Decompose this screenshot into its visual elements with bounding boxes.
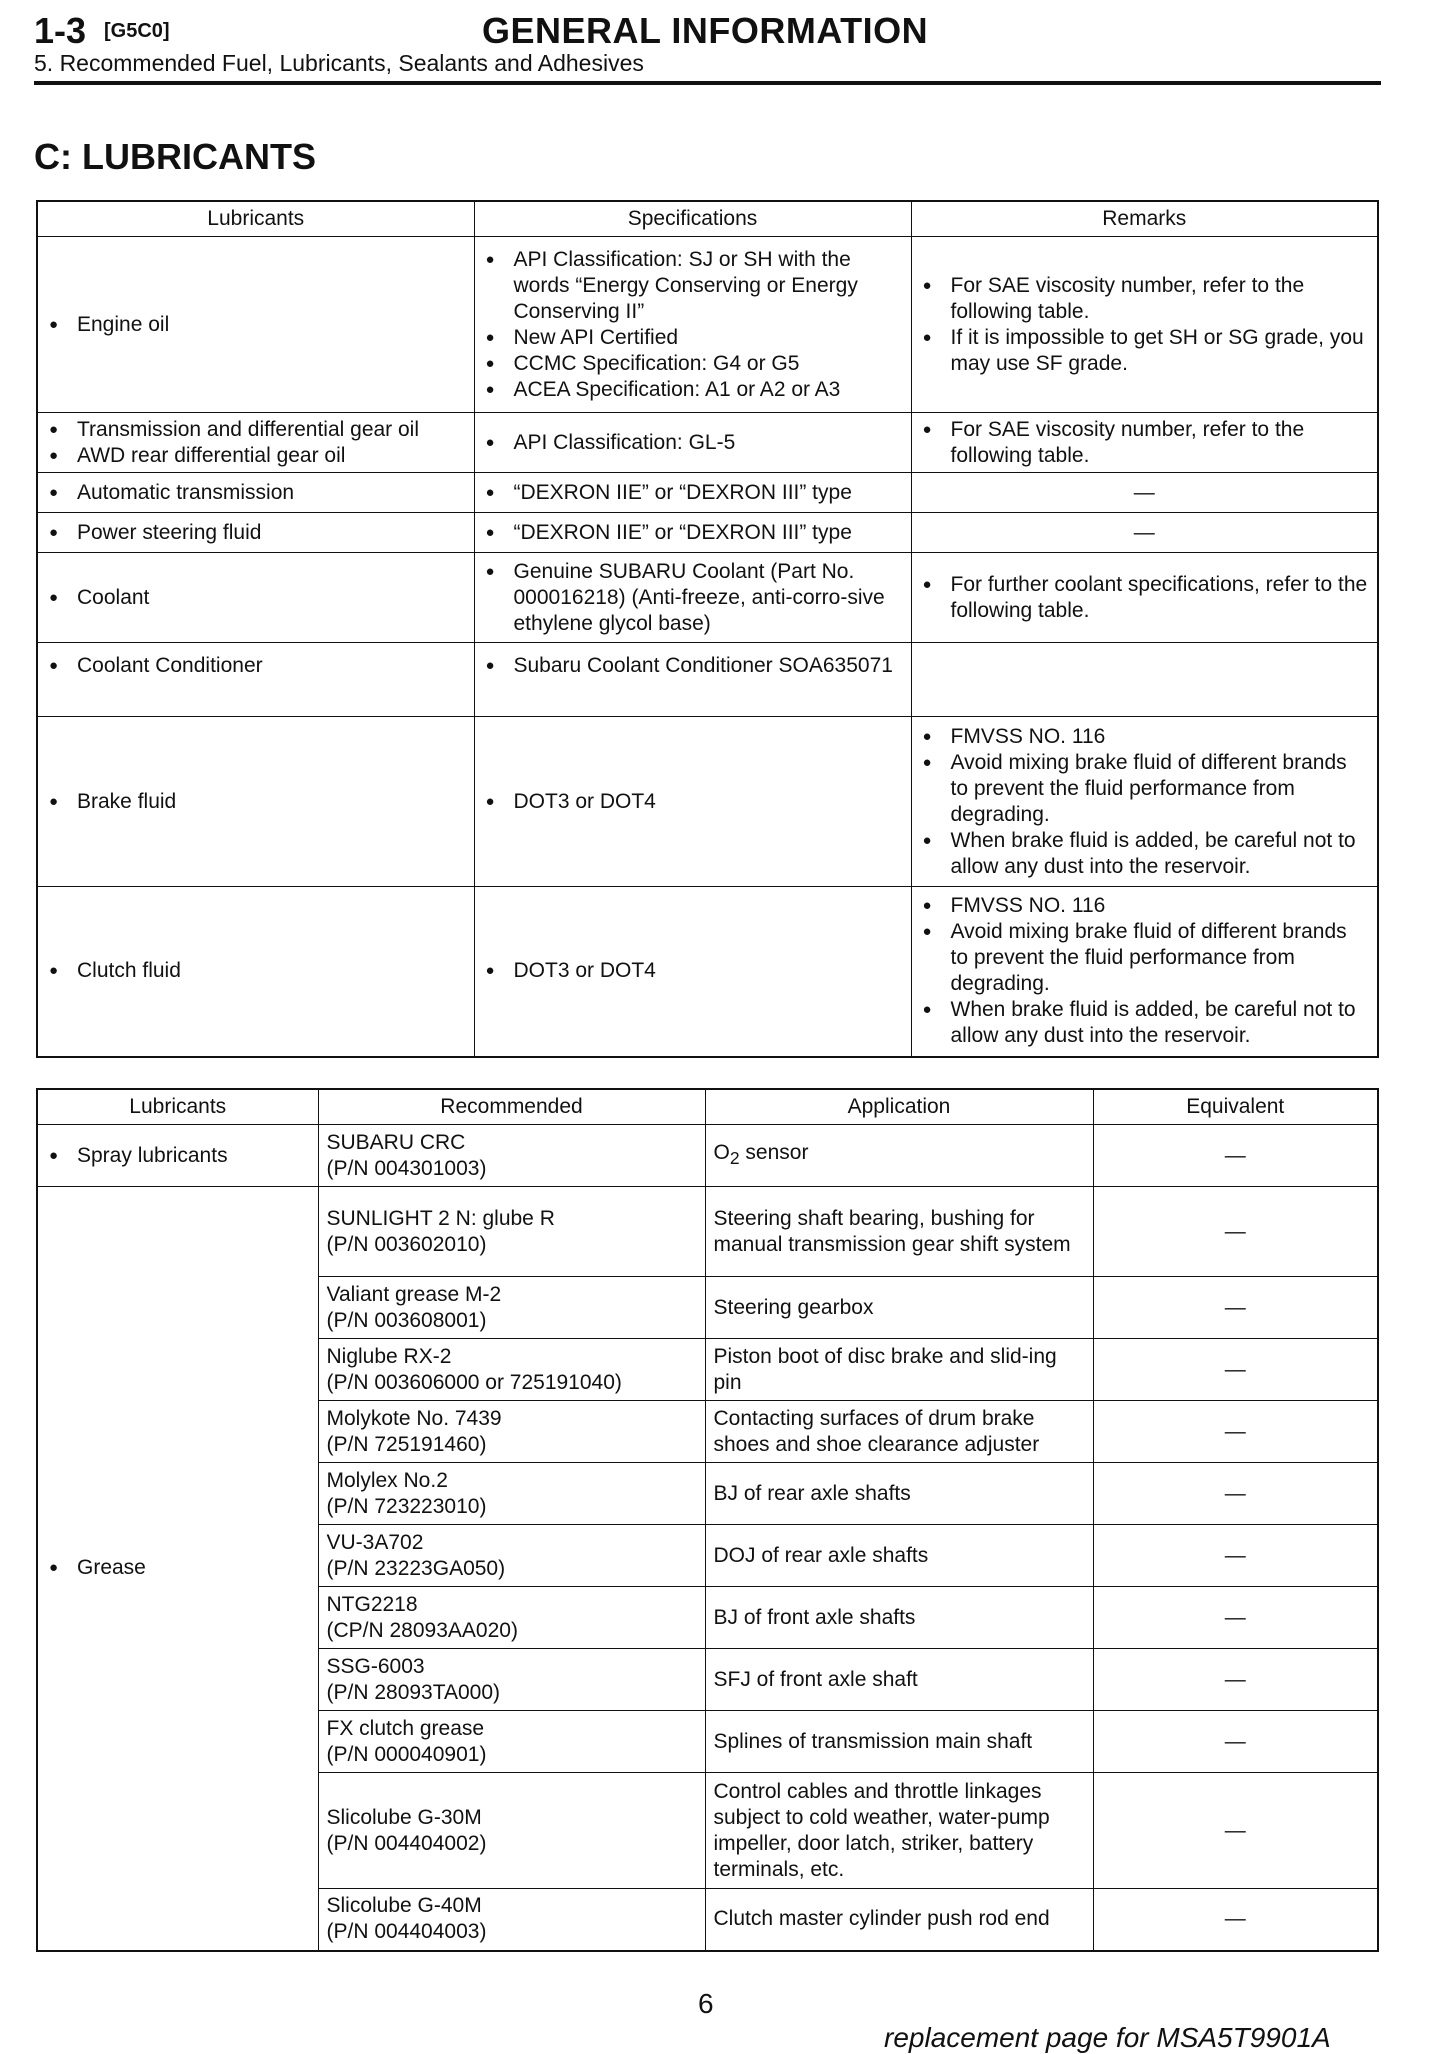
specification-cell — [474, 413, 911, 473]
product-name: Valiant grease M-2 — [326, 1282, 502, 1306]
remarks-cell — [911, 237, 1378, 413]
part-number: (P/N 004301003) — [326, 1156, 487, 1180]
product-name: Slicolube G-40M — [326, 1894, 482, 1918]
list-item: ● When brake fluid is added, be careful not to allow any dust into the reservoir. — [920, 828, 1370, 880]
recommended-cell — [318, 1401, 705, 1463]
product-name: SUNLIGHT 2 N: glube R — [326, 1206, 555, 1230]
product-name: SUBARU CRC — [326, 1130, 466, 1154]
table-header-row — [37, 1089, 1378, 1125]
recommended-cell — [318, 1773, 705, 1889]
lubricant-cell — [37, 473, 474, 513]
part-number: (P/N 003606000 or 725191040) — [326, 1370, 622, 1394]
application-cell — [705, 1125, 1093, 1187]
list-item: ● Transmission and differential gear oil — [46, 417, 466, 443]
equivalent-cell: — — [1093, 1889, 1378, 1951]
recommended-cell — [318, 1889, 705, 1951]
recommended-cell — [318, 1339, 705, 1401]
remarks-cell: — — [911, 473, 1378, 513]
equivalent-cell: — — [1093, 1277, 1378, 1339]
section-code: [G5C0] — [104, 20, 170, 42]
page-number: 6 — [698, 1988, 714, 2019]
product-name: NTG2218 — [326, 1592, 418, 1616]
list-item: ● AWD rear differential gear oil — [46, 443, 466, 469]
list-item: ● Engine oil — [46, 312, 466, 338]
table-row — [37, 717, 1378, 887]
application-cell: Contacting surfaces of drum brake shoes and shoe clearance adjuster — [705, 1401, 1093, 1463]
table-row — [37, 1187, 1378, 1277]
table-row — [37, 513, 1378, 553]
list-item: ● Genuine SUBARU Coolant (Part No. 000016218) (Anti-freeze, anti-corro-sive ethylene glycol base) — [483, 559, 903, 637]
list-item: ● Coolant Conditioner — [46, 653, 466, 679]
equivalent-cell: — — [1093, 1587, 1378, 1649]
page-title: GENERAL INFORMATION — [482, 10, 929, 51]
specification-cell — [474, 887, 911, 1057]
equivalent-cell: — — [1093, 1525, 1378, 1587]
list-item: ● Subaru Coolant Conditioner SOA635071 — [483, 653, 903, 679]
application-text: sensor — [739, 1140, 809, 1164]
equivalent-cell: — — [1093, 1339, 1378, 1401]
application-cell: BJ of front axle shafts — [705, 1587, 1093, 1649]
list-item: ● FMVSS NO. 116 — [920, 893, 1370, 919]
product-name: FX clutch grease — [326, 1716, 485, 1740]
recommended-cell — [318, 1125, 705, 1187]
specification-cell — [474, 553, 911, 643]
section-title: C: LUBRICANTS — [34, 136, 316, 177]
part-number: (P/N 23223GA050) — [326, 1556, 506, 1580]
list-item: ● ACEA Specification: A1 or A2 or A3 — [483, 377, 903, 403]
part-number: (P/N 003602010) — [326, 1232, 487, 1256]
product-name: Slicolube G-30M — [326, 1805, 482, 1829]
list-item: ● Avoid mixing brake fluid of different brands to prevent the fluid performance from degrading. — [920, 919, 1370, 997]
list-item: ● Grease — [46, 1555, 310, 1581]
equivalent-cell: — — [1093, 1187, 1378, 1277]
lubricants-spec-table — [36, 200, 1379, 1058]
product-name: SSG-6003 — [326, 1654, 425, 1678]
list-item: ● DOT3 or DOT4 — [483, 958, 903, 984]
product-name: VU-3A702 — [326, 1530, 424, 1554]
list-item: ● Automatic transmission — [46, 480, 466, 506]
remarks-cell: — — [911, 513, 1378, 553]
equivalent-cell: — — [1093, 1649, 1378, 1711]
remarks-cell — [911, 717, 1378, 887]
list-item: ● Spray lubricants — [46, 1143, 310, 1169]
header-application: Application — [705, 1089, 1093, 1125]
application-cell: Piston boot of disc brake and slid-ing pin — [705, 1339, 1093, 1401]
part-number: (P/N 28093TA000) — [326, 1680, 501, 1704]
part-number: (P/N 725191460) — [326, 1432, 487, 1456]
lubricant-cell — [37, 1125, 318, 1187]
lubricant-cell — [37, 513, 474, 553]
remarks-cell — [911, 887, 1378, 1057]
application-text: O — [713, 1140, 730, 1164]
header-lubricants: Lubricants — [37, 201, 474, 237]
remarks-cell — [911, 553, 1378, 643]
product-name: Niglube RX-2 — [326, 1344, 452, 1368]
specification-cell — [474, 237, 911, 413]
page-subtitle: 5. Recommended Fuel, Lubricants, Sealants and Adhesives — [34, 50, 644, 76]
lubricant-cell — [37, 413, 474, 473]
table-row — [37, 413, 1378, 473]
remarks-cell — [911, 643, 1378, 717]
recommended-cell — [318, 1711, 705, 1773]
application-cell: Control cables and throttle linkages subject to cold weather, water-pump impeller, door latch, striker, battery terminals, etc. — [705, 1773, 1093, 1889]
list-item: ● When brake fluid is added, be careful not to allow any dust into the reservoir. — [920, 997, 1370, 1049]
specification-cell — [474, 513, 911, 553]
recommended-cell — [318, 1187, 705, 1277]
list-item: ● If it is impossible to get SH or SG grade, you may use SF grade. — [920, 325, 1370, 377]
equivalent-cell: — — [1093, 1773, 1378, 1889]
specification-cell — [474, 717, 911, 887]
list-item: ● For SAE viscosity number, refer to the following table. — [920, 273, 1370, 325]
section-number: 1-3 — [34, 10, 87, 51]
part-number: (P/N 723223010) — [326, 1494, 487, 1518]
lubricant-cell — [37, 1187, 318, 1951]
lubricant-cell — [37, 887, 474, 1057]
recommended-cell — [318, 1525, 705, 1587]
specification-cell — [474, 473, 911, 513]
recommended-cell — [318, 1463, 705, 1525]
header-recommended: Recommended — [318, 1089, 705, 1125]
list-item: ● For SAE viscosity number, refer to the following table. — [920, 417, 1370, 469]
list-item: ● Power steering fluid — [46, 520, 466, 546]
table-row — [37, 473, 1378, 513]
subscript: 2 — [729, 1148, 740, 1169]
grease-recommendation-table — [36, 1088, 1379, 1952]
table-row — [37, 237, 1378, 413]
application-cell: DOJ of rear axle shafts — [705, 1525, 1093, 1587]
equivalent-cell: — — [1093, 1711, 1378, 1773]
lubricant-cell — [37, 237, 474, 413]
header-equivalent: Equivalent — [1093, 1089, 1378, 1125]
application-cell: Splines of transmission main shaft — [705, 1711, 1093, 1773]
table-row — [37, 887, 1378, 1057]
specification-cell — [474, 643, 911, 717]
product-name: Molylex No.2 — [326, 1468, 448, 1492]
list-item: ● Clutch fluid — [46, 958, 466, 984]
header-remarks: Remarks — [911, 201, 1378, 237]
part-number: (P/N 000040901) — [326, 1742, 487, 1766]
part-number: (CP/N 28093AA020) — [326, 1618, 518, 1642]
list-item: ● Brake fluid — [46, 789, 466, 815]
equivalent-cell: — — [1093, 1463, 1378, 1525]
header-divider — [34, 81, 1381, 85]
list-item: ● Avoid mixing brake fluid of different brands to prevent the fluid performance from degrading. — [920, 750, 1370, 828]
equivalent-cell: — — [1093, 1125, 1378, 1187]
list-item: ● DOT3 or DOT4 — [483, 789, 903, 815]
remarks-cell — [911, 413, 1378, 473]
list-item: ● “DEXRON IIE” or “DEXRON III” type — [483, 480, 903, 506]
application-cell: Steering shaft bearing, bushing for manual transmission gear shift system — [705, 1187, 1093, 1277]
table-row — [37, 643, 1378, 717]
application-cell: SFJ of front axle shaft — [705, 1649, 1093, 1711]
recommended-cell — [318, 1277, 705, 1339]
part-number: (P/N 004404002) — [326, 1831, 487, 1855]
list-item: ● For further coolant specifications, refer to the following table. — [920, 572, 1370, 624]
list-item: ● New API Certified — [483, 325, 903, 351]
lubricant-cell — [37, 717, 474, 887]
list-item: ● “DEXRON IIE” or “DEXRON III” type — [483, 520, 903, 546]
list-item: ● FMVSS NO. 116 — [920, 724, 1370, 750]
equivalent-cell: — — [1093, 1401, 1378, 1463]
product-name: Molykote No. 7439 — [326, 1406, 502, 1430]
header-lubricants: Lubricants — [37, 1089, 318, 1125]
replacement-note: replacement page for MSA5T9901A — [884, 2022, 1331, 2053]
list-item: ● Coolant — [46, 585, 466, 611]
header-specifications: Specifications — [474, 201, 911, 237]
lubricant-cell — [37, 553, 474, 643]
list-item: ● CCMC Specification: G4 or G5 — [483, 351, 903, 377]
list-item: ● API Classification: SJ or SH with the words “Energy Conserving or Energy Conserving II” — [483, 247, 903, 325]
table-row — [37, 1125, 1378, 1187]
recommended-cell — [318, 1649, 705, 1711]
table-header-row — [37, 201, 1378, 237]
application-cell: Clutch master cylinder push rod end — [705, 1889, 1093, 1951]
application-cell: Steering gearbox — [705, 1277, 1093, 1339]
table-row — [37, 553, 1378, 643]
part-number: (P/N 003608001) — [326, 1308, 487, 1332]
part-number: (P/N 004404003) — [326, 1920, 487, 1944]
recommended-cell — [318, 1587, 705, 1649]
list-item: ● API Classification: GL-5 — [483, 430, 903, 456]
lubricant-cell — [37, 643, 474, 717]
application-cell: BJ of rear axle shafts — [705, 1463, 1093, 1525]
